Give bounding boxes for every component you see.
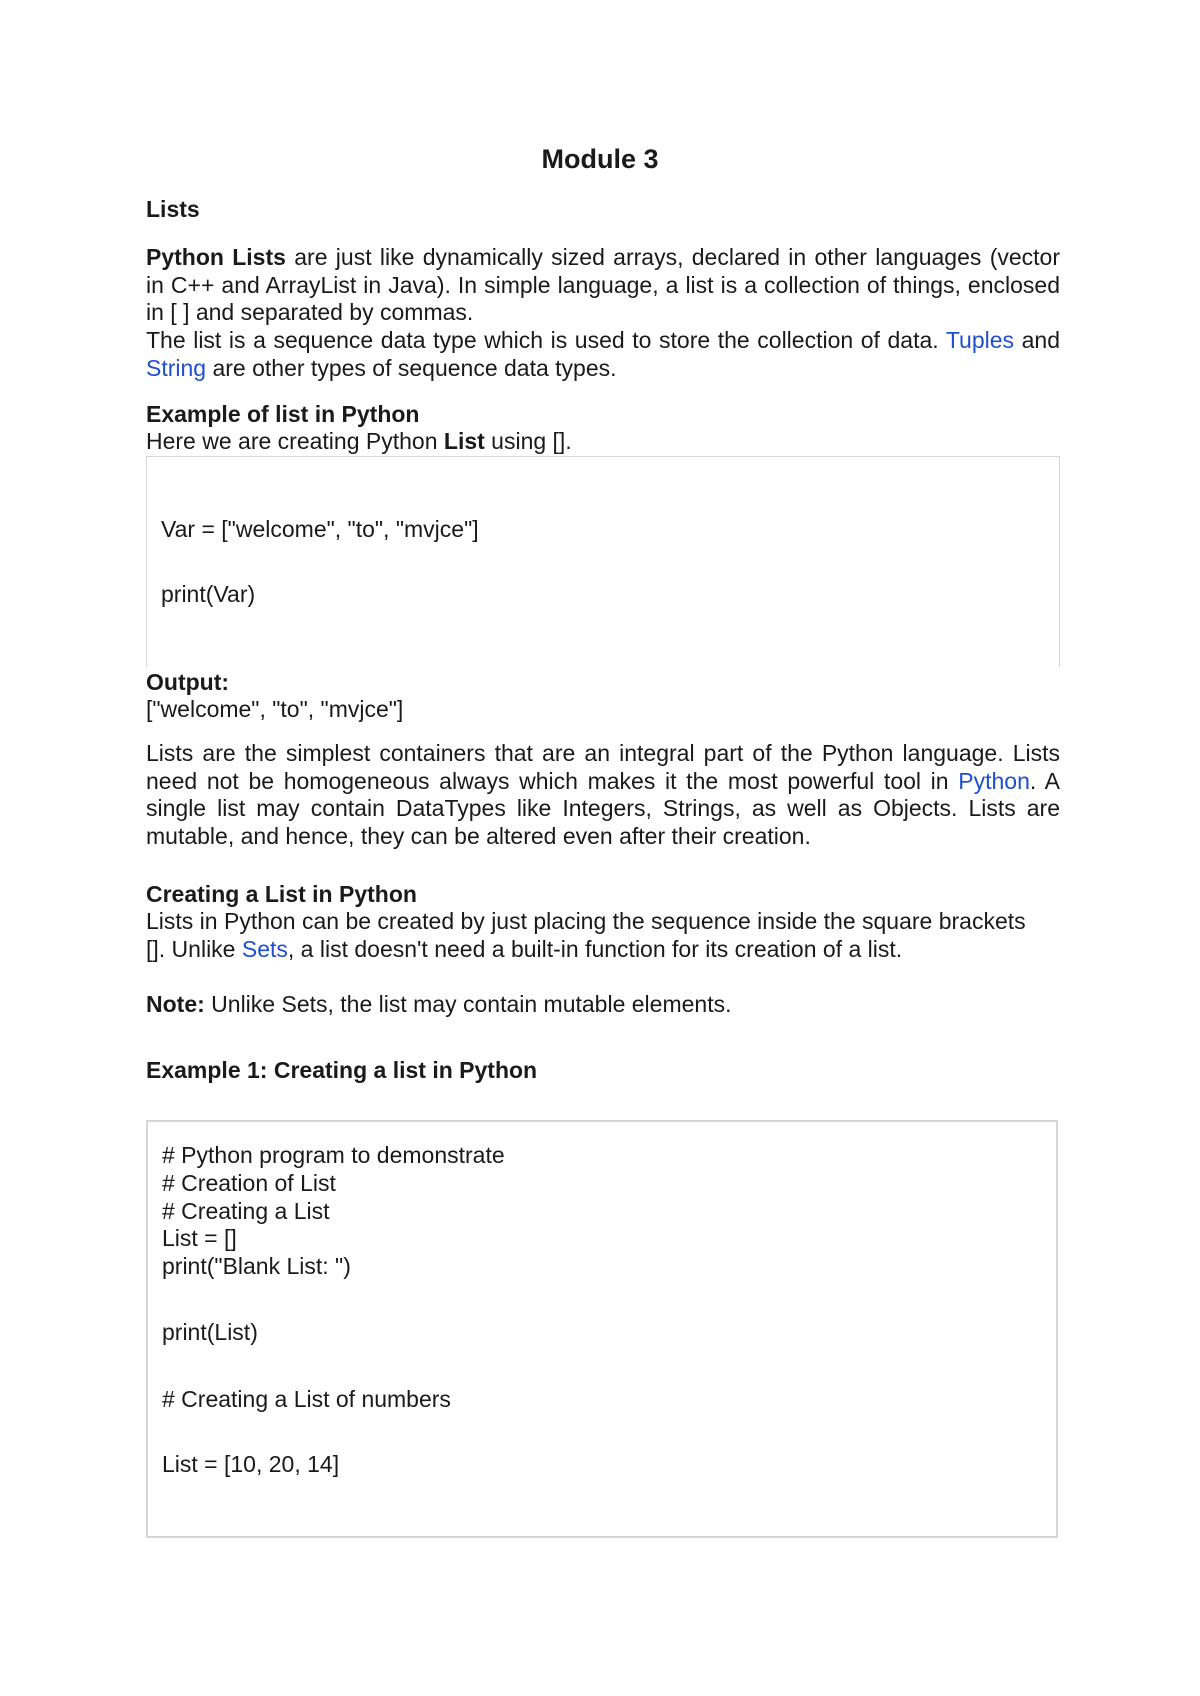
code-block-example <box>146 456 1060 667</box>
creating-text-1: Lists in Python can be created by just placing the sequence inside the square brackets []. Unlike <box>146 908 1026 962</box>
creating-list-heading: Creating a List in Python <box>146 881 417 907</box>
intro-paragraph <box>146 244 1060 327</box>
code-line: List = [10, 20, 14] <box>162 1451 340 1477</box>
creating-text-2: , a list doesn't need a built-in function for its creation of a list. <box>287 935 903 962</box>
note-paragraph <box>146 991 1060 1019</box>
example-desc-bold: List <box>443 428 485 454</box>
example-description <box>146 428 1060 456</box>
example1-heading: Example 1: Creating a list in Python <box>146 1057 538 1083</box>
code-line: Var = ["welcome", "to", "mvjce"] <box>161 516 479 542</box>
code-line: # Creating a List <box>162 1198 330 1224</box>
intro-bold-lead: Python Lists <box>146 244 286 270</box>
tuples-link[interactable]: Tuples <box>945 327 1015 353</box>
code-line: print("Blank List: ") <box>162 1253 351 1279</box>
sequence-paragraph <box>146 327 1060 382</box>
note-text: Unlike Sets, the list may contain mutable elements. <box>204 991 732 1017</box>
output-value: ["welcome", "to", "mvjce"] <box>146 696 404 722</box>
code-line: # Python program to demonstrate <box>162 1142 505 1168</box>
sequence-text-1: The list is a sequence data type which is used to store the collection of data. <box>146 327 946 353</box>
code-line: print(Var) <box>161 581 256 607</box>
creating-list-paragraph <box>146 908 1026 963</box>
example-desc-post: using []. <box>484 428 572 454</box>
lists-desc-text-1: Lists are the simplest containers that are an integral part of the Python language. Lists need not be homogeneous always which makes it the most powerful tool in <box>146 740 1060 794</box>
python-link[interactable]: Python <box>958 767 1030 794</box>
string-link[interactable]: String <box>146 354 207 381</box>
code-line: print(List) <box>162 1319 258 1345</box>
section-heading-lists: Lists <box>146 196 200 222</box>
code-line: # Creation of List <box>162 1170 336 1196</box>
intro-text-1: are just like dynamically sized arrays, declared in other languages (vector in C++ and ArrayList in Java). In simple language, a list is a collection of things, enclosed in [ ] and separated by commas. <box>146 244 1060 325</box>
sequence-text-3: are other types of sequence data types. <box>206 354 617 381</box>
sets-link[interactable]: Sets <box>241 935 288 962</box>
note-label: Note: <box>146 991 205 1017</box>
page-title: Module 3 <box>541 144 659 174</box>
code-block-example1 <box>146 1120 1058 1538</box>
output-label: Output: <box>146 669 230 695</box>
example-heading: Example of list in Python <box>146 401 420 427</box>
example-desc-pre: Here we are creating Python <box>146 428 444 454</box>
code-line: List = [] <box>162 1225 237 1251</box>
code-line: # Creating a List of numbers <box>162 1386 451 1412</box>
lists-description-paragraph <box>146 740 1060 850</box>
sequence-and: and <box>1014 327 1060 353</box>
lists-desc-text-2: . A single list may contain DataTypes like Integers, Strings, as well as Objects. Lists are mutable, and hence, they can be altered even after their creation. <box>146 767 1060 849</box>
